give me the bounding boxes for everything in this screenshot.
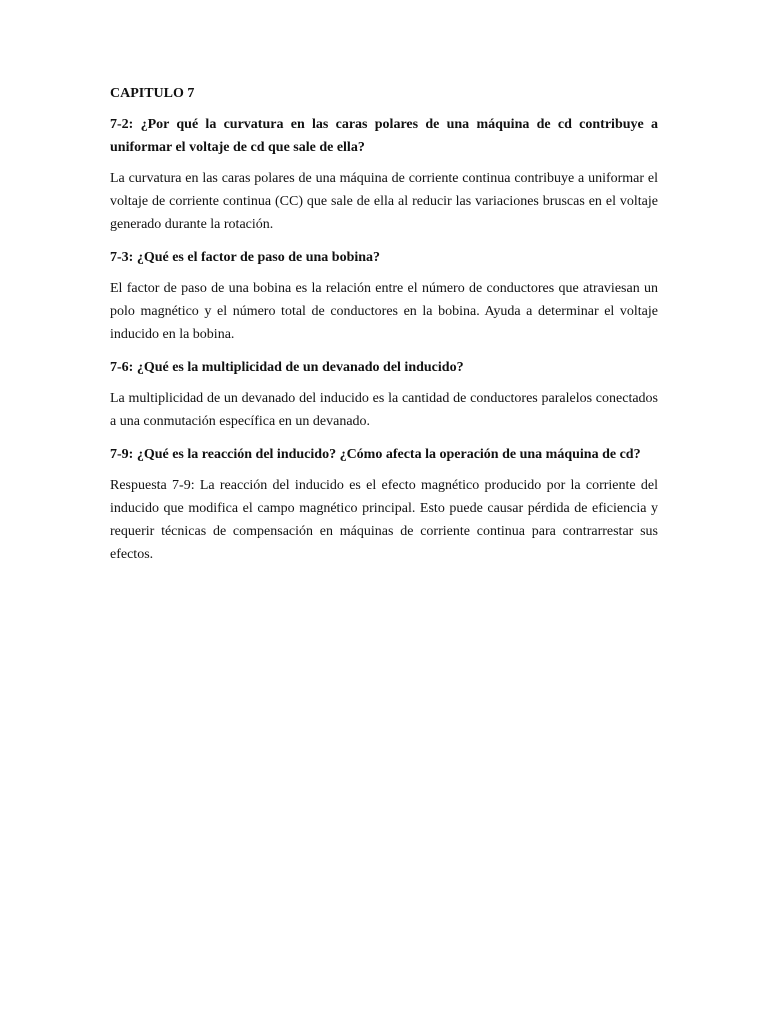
answer-7-2: La curvatura en las caras polares de una máquina de corriente continua contribuye a uniformar el voltaje de corriente continua (CC) que sale de ella al reducir las variaciones bruscas en el voltaje generado durante la rotación.: [110, 171, 658, 232]
answer-7-6: La multiplicidad de un devanado del inducido es la cantidad de conductores paralelos conectados a una conmutación específica en un devanado.: [110, 391, 658, 429]
answer-7-9: Respuesta 7-9: La reacción del inducido es el efecto magnético producido por la corriente del inducido que modifica el campo magnético principal. Esto puede causar pérdida de eficiencia y requerir técnicas de compensación en máquinas de corriente continua para contrarrestar sus efectos.: [110, 478, 658, 562]
question-7-9: 7-9: ¿Qué es la reacción del inducido? ¿Cómo afecta la operación de una máquina de cd?: [110, 447, 641, 462]
question-7-2: 7-2: ¿Por qué la curvatura en las caras polares de una máquina de cd contribuye a uniformar el voltaje de cd que sale de ella?: [110, 117, 658, 155]
question-7-3: 7-3: ¿Qué es el factor de paso de una bobina?: [110, 250, 381, 265]
answer-7-3: El factor de paso de una bobina es la relación entre el número de conductores que atraviesan un polo magnético y el número total de conductores en la bobina. Ayuda a determinar el voltaje inducido en la bobina.: [110, 281, 658, 342]
question-7-6: 7-6: ¿Qué es la multiplicidad de un devanado del inducido?: [110, 360, 464, 375]
chapter-title: CAPITULO 7: [110, 86, 195, 101]
document-page: [110, 84, 658, 576]
